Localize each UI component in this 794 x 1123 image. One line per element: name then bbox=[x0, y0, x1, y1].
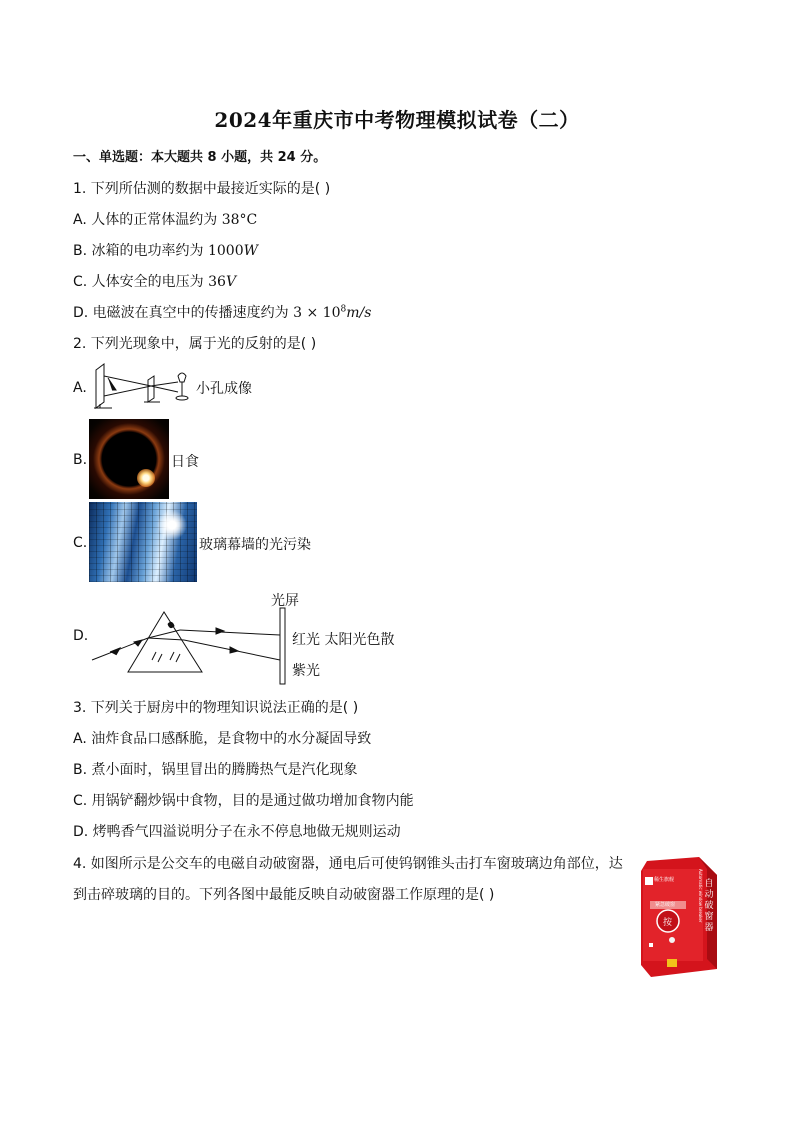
q1-option-d-text: D. 电磁波在真空中的传播速度约为 bbox=[73, 305, 294, 321]
device-vertical-label: 自动破窗器 bbox=[704, 879, 714, 933]
window-breaker-device-image bbox=[639, 855, 719, 979]
q2-stem: 2. 下列光现象中，属于光的反射的是( ) bbox=[73, 336, 317, 352]
q1-option-d bbox=[73, 302, 371, 322]
q2-option-c-label: C. bbox=[73, 535, 88, 551]
device-english-label: Automatic window breaker bbox=[698, 869, 703, 923]
q2-option-a-label: A. bbox=[73, 380, 87, 396]
q1-option-c bbox=[73, 271, 236, 291]
section-heading: 一、单选题：本大题共 8 小题，共 24 分。 bbox=[73, 150, 327, 165]
q2-option-b-caption: 日食 bbox=[171, 454, 199, 470]
q1-option-c-unit: V bbox=[225, 274, 237, 290]
q4-stem-line2: 到击碎玻璃的目的。下列各图中最能反映自动破窗器工作原理的是( ) bbox=[73, 887, 495, 903]
device-brand: 稀生旗舰 bbox=[654, 877, 675, 883]
q1-option-a-value: 38°C bbox=[221, 212, 258, 228]
q4-stem-line1: 4. 如图所示是公交车的电磁自动破窗器，通电后可使钨钢锥头击打车窗玻璃边角部位，达 bbox=[73, 856, 623, 872]
q3-option-c: C. 用锅铲翻炒锅中食物，目的是通过做功增加食物内能 bbox=[73, 793, 414, 809]
q1-option-b-unit: W bbox=[243, 243, 258, 259]
q3-option-b: B. 煮小面时，锅里冒出的腾腾热气是汽化现象 bbox=[73, 762, 358, 778]
q1-option-c-text: C. 人体安全的电压为 bbox=[73, 274, 209, 290]
q1-option-b-value: 1000 bbox=[207, 243, 244, 259]
q1-option-d-exponent: 8 bbox=[340, 304, 347, 315]
q1-option-b-text: B. 冰箱的电功率约为 bbox=[73, 243, 208, 259]
q3-option-d: D. 烤鸭香气四溢说明分子在永不停息地做无规则运动 bbox=[73, 824, 401, 840]
q2-option-c-caption: 玻璃幕墙的光污染 bbox=[199, 537, 311, 553]
q1-option-c-value: 36 bbox=[208, 274, 226, 290]
page-title: 2024年重庆市中考物理模拟试卷（二） bbox=[214, 108, 580, 132]
q1-option-a bbox=[73, 209, 257, 229]
q2-option-d-caption: 太阳光色散 bbox=[324, 632, 395, 648]
q2-option-d-red-label bbox=[292, 629, 394, 649]
q1-stem: 1. 下列所估测的数据中最接近实际的是( ) bbox=[73, 181, 331, 197]
q1-option-a-text: A. 人体的正常体温约为 bbox=[73, 212, 222, 228]
prism-dispersion-diagram bbox=[90, 600, 290, 690]
q2-option-a-caption: 小孔成像 bbox=[196, 381, 252, 397]
q2-option-d-label: D. bbox=[73, 628, 89, 644]
q2-option-b-label: B. bbox=[73, 452, 88, 468]
q1-option-d-base: 3 × 10 bbox=[293, 305, 341, 321]
q3-option-a: A. 油炸食品口感酥脆，是食物中的水分凝固导致 bbox=[73, 731, 372, 747]
solar-eclipse-image bbox=[89, 419, 169, 499]
q2-option-d-screen-label: 光屏 bbox=[271, 593, 299, 609]
device-press-button: 按 bbox=[663, 918, 673, 928]
q2-option-d-violet-label: 紫光 bbox=[292, 663, 320, 679]
glass-curtain-wall-image bbox=[89, 502, 197, 582]
pinhole-camera-diagram bbox=[90, 362, 196, 410]
q1-option-d-unit: m/s bbox=[346, 305, 372, 321]
device-emergency-label: 紧急破窗 bbox=[655, 902, 676, 908]
q3-stem: 3. 下列关于厨房中的物理知识说法正确的是( ) bbox=[73, 700, 359, 716]
q2-option-d-red-text: 红光 bbox=[292, 632, 320, 648]
q1-option-b bbox=[73, 240, 258, 260]
